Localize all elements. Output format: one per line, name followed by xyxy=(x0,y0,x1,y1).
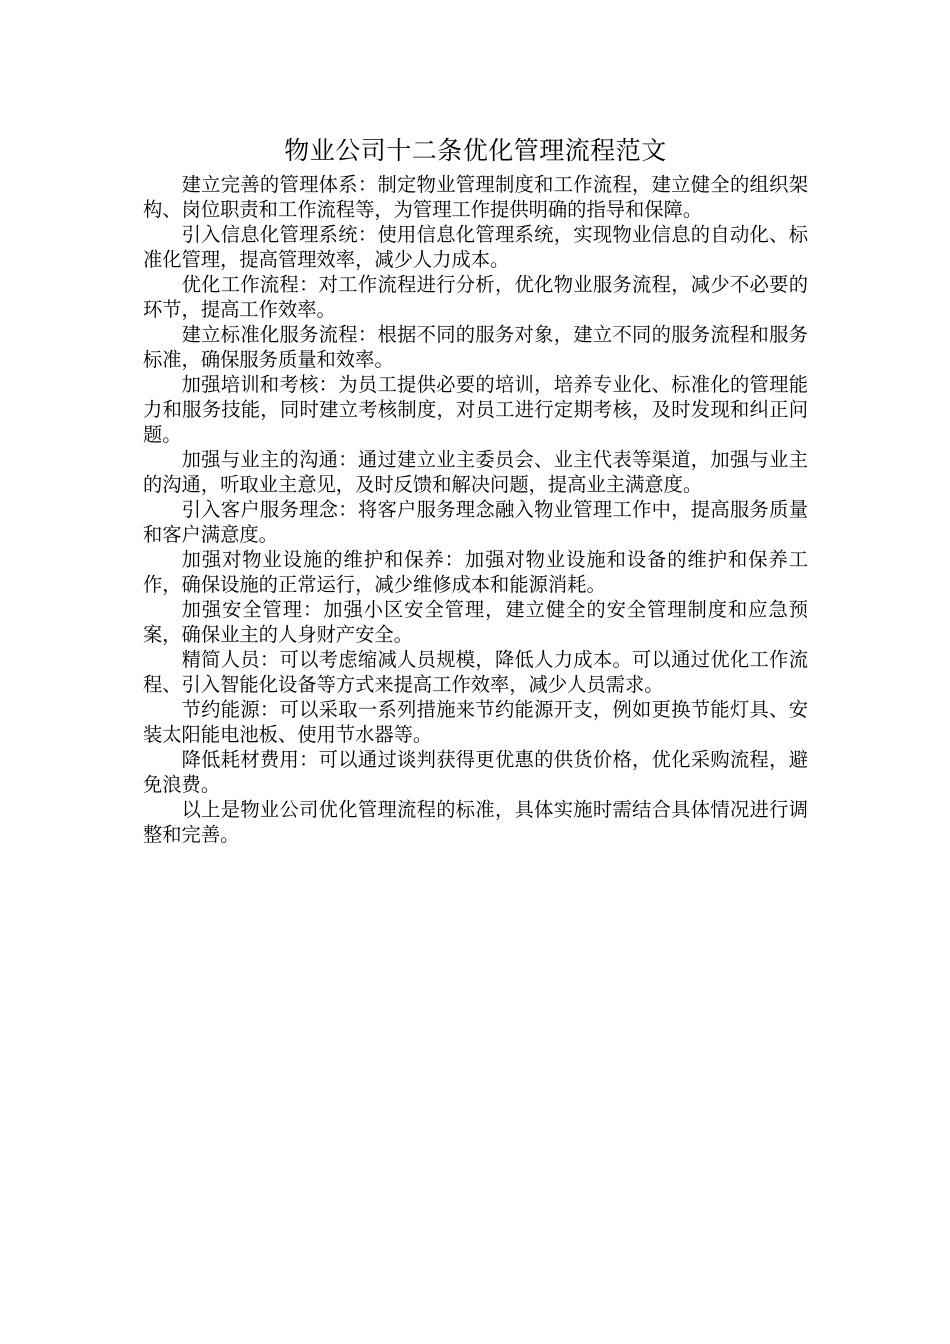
paragraph-management-system: 建立完善的管理体系：制定物业管理制度和工作流程，建立健全的组织架构、岗位职责和工作流程等，为管理工作提供明确的指导和保障。 xyxy=(143,173,808,221)
paragraph-training: 加强培训和考核：为员工提供必要的培训，培养专业化、标准化的管理能力和服务技能，同时建立考核制度，对员工进行定期考核，及时发现和纠正问题。 xyxy=(143,373,808,446)
document-title: 物业公司十二条优化管理流程范文 xyxy=(284,136,667,165)
paragraph-customer-service: 引入客户服务理念：将客户服务理念融入物业管理工作中，提高服务质量和客户满意度。 xyxy=(143,498,808,546)
paragraph-streamline-staff: 精简人员：可以考虑缩减人员规模，降低人力成本。可以通过优化工作流程、引入智能化设备等方式来提高工作效率，减少人员需求。 xyxy=(143,648,808,696)
document-page xyxy=(143,133,808,847)
paragraph-optimize-workflow: 优化工作流程：对工作流程进行分析，优化物业服务流程，减少不必要的环节，提高工作效率。 xyxy=(143,273,808,321)
document-body xyxy=(143,172,808,847)
paragraph-owner-communication: 加强与业主的沟通：通过建立业主委员会、业主代表等渠道，加强与业主的沟通，听取业主意见，及时反馈和解决问题，提高业主满意度。 xyxy=(143,448,808,496)
paragraph-facility-maintenance: 加强对物业设施的维护和保养：加强对物业设施和设备的维护和保养工作，确保设施的正常运行，减少维修成本和能源消耗。 xyxy=(143,548,808,596)
paragraph-reduce-consumables: 降低耗材费用：可以通过谈判获得更优惠的供货价格，优化采购流程，避免浪费。 xyxy=(143,748,808,796)
paragraph-conclusion: 以上是物业公司优化管理流程的标准，具体实施时需结合具体情况进行调整和完善。 xyxy=(143,798,808,846)
paragraph-safety-management: 加强安全管理：加强小区安全管理，建立健全的安全管理制度和应急预案，确保业主的人身财产安全。 xyxy=(143,598,808,646)
paragraph-save-energy: 节约能源：可以采取一系列措施来节约能源开支，例如更换节能灯具、安装太阳能电池板、使用节水器等。 xyxy=(143,698,808,746)
paragraph-information-system: 引入信息化管理系统：使用信息化管理系统，实现物业信息的自动化、标准化管理，提高管理效率，减少人力成本。 xyxy=(143,223,808,271)
paragraph-standard-service: 建立标准化服务流程：根据不同的服务对象，建立不同的服务流程和服务标准，确保服务质量和效率。 xyxy=(143,323,808,371)
